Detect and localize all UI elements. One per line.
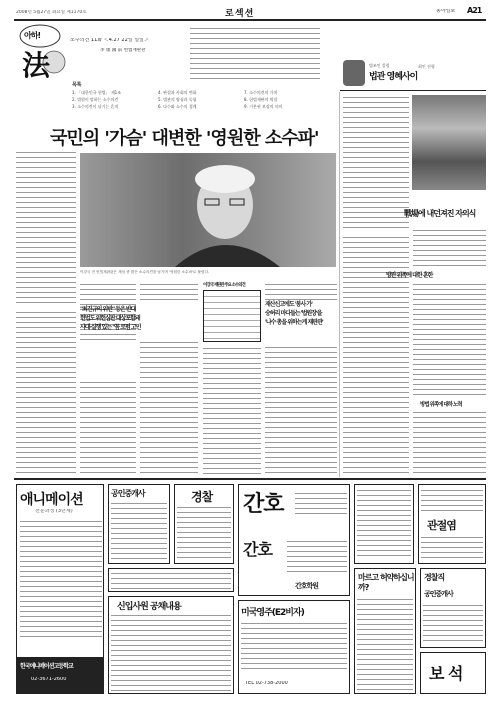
ad-animation-banner: [17, 657, 103, 693]
ad-us-visa-title: 미국영주(E2비자): [241, 608, 304, 618]
ad-health-title: 마르고 허약하십니까?: [358, 573, 414, 592]
byline-author: 李 康 國 前 헌법재판관: [100, 48, 146, 53]
ad-us-visa[interactable]: [238, 600, 350, 694]
ad-classifieds[interactable]: [354, 484, 414, 564]
ad-nursing-title-2: 간호: [243, 540, 272, 559]
subhead-1: "최진규의 위반" 등은 반대 헌법도 위헌심판 대상포함돼 사대·실행 있는 "꼼 로펌 고민: [80, 306, 141, 331]
ad-jewelry-title: 보 석: [429, 664, 463, 683]
opinions-table: [203, 290, 261, 342]
ad-realtor-2-text: [423, 603, 483, 645]
article-column: [140, 282, 198, 304]
soldier-photo: [412, 95, 486, 190]
ad-recruit-text: [111, 613, 231, 691]
ad-police-text: [177, 505, 231, 561]
ad-animation-sub: 전문과정 (3년제): [35, 509, 73, 514]
article-column: [413, 410, 486, 475]
ad-arthritis-title: 관절염: [427, 519, 456, 532]
ad-police[interactable]: [174, 484, 234, 564]
article-column: [265, 345, 337, 475]
right-subhead: 방관 위족에 대한 훈한: [386, 272, 433, 279]
side-column-rule: [340, 90, 486, 91]
side-column-author: 최인 진형: [418, 64, 435, 69]
ad-jewelry[interactable]: [420, 652, 486, 694]
contents-label: 목 록: [72, 82, 81, 88]
contents-item: 2. 법원이 말하는 소수의견: [72, 97, 119, 102]
ad-animation-title: 애니메이션: [20, 492, 83, 508]
column-logo: [18, 22, 66, 82]
contents-item: 8. 헌법재판의 역할: [244, 97, 278, 102]
table-title: 이강국 재판관 주요 소수의견: [203, 283, 245, 288]
section-title: 로 섹 션: [225, 9, 253, 19]
article-bottom-rule: [14, 478, 486, 480]
ad-realtor-text: [111, 501, 167, 561]
contents-item: 7. 소수의견의 가치: [244, 90, 278, 95]
ad-realtor[interactable]: [108, 484, 170, 564]
newspaper-name: 동아일보: [436, 9, 456, 14]
ad-realtor-2-sub: 경찰직: [424, 573, 445, 582]
ad-nursing-title: 간호: [243, 492, 284, 517]
ad-animation-text: [20, 519, 102, 639]
article-column: [203, 346, 261, 475]
ad-us-visa-phone: TEL 02-738-2000: [245, 681, 288, 686]
ad-animation[interactable]: [16, 484, 104, 694]
right-headline: 戰場에 내던져진 자의식: [404, 209, 476, 218]
contents-item: 1. 「대한민국 헌법」 제1조: [72, 90, 122, 95]
contents-item: 3. 소수의견이 남기는 흔적: [72, 104, 119, 109]
ad-recruit-title: 신입사원 공채내용: [117, 602, 181, 612]
article-column: [343, 95, 409, 230]
ad-classifieds-text: [357, 488, 411, 560]
contents-box: [70, 81, 330, 117]
ad-realtor-2[interactable]: [420, 568, 486, 648]
portrait-illustration: [80, 153, 336, 267]
columnist-portrait: [343, 60, 365, 86]
main-headline: 국민의 '가슴' 대변한 '영원한 소수파': [50, 128, 319, 149]
article-column: [16, 150, 76, 305]
contents-item: 9. 기본권 보장의 의미: [244, 104, 283, 109]
ad-exam-text: [111, 571, 231, 589]
article-column: [80, 380, 136, 475]
contents-item: 6. 다수와 소수의 경계: [158, 104, 197, 109]
ad-arthritis-text: [421, 488, 483, 512]
page-number: A21: [467, 6, 482, 15]
ad-realtor-2-title: 공인중개사: [424, 590, 453, 598]
ad-realtor-title: 공인중개사: [111, 489, 145, 498]
contents-item: 5. 법관의 양심과 독립: [158, 97, 197, 102]
logo-big-text: 法: [22, 49, 50, 82]
ad-recruit[interactable]: [108, 596, 234, 694]
article-column: [16, 310, 76, 475]
byline-top: 소수의견 11화 ＜4.27 22일 일일＞: [70, 38, 149, 43]
side-column-title: 법관 영혜사이: [369, 72, 418, 82]
issue-date: 2008년 5월27일 화요일 제1170호: [16, 10, 87, 15]
ad-exam[interactable]: [108, 568, 234, 592]
ad-health-text: [357, 597, 413, 691]
subhead-2: 재산신고에도 '봉사 가' 숭허리 마다들는 '법원장'을 '나수 총을 위하는게 재판관': [265, 301, 323, 326]
main-photo: [80, 153, 336, 267]
ad-us-visa-text: [241, 621, 347, 673]
photo-caption: 이강국 전 헌법재판관은 재임 중 많은 소수의견을 남기며 '영원한 소수파'로 불렸다.: [80, 270, 210, 274]
article-column: [140, 340, 198, 475]
ad-animation-phone: 02-3671-2600: [31, 677, 67, 682]
logo-small-text: 아하!: [24, 31, 41, 40]
ad-nursing-bottom: 간호학원: [295, 582, 319, 590]
article-column: [413, 228, 486, 268]
ad-police-title: 경찰: [191, 490, 213, 504]
contents-item: 4. 판결과 사회의 변화: [158, 90, 197, 95]
bottom-subhead: 방법 위족에 대하 노력: [420, 402, 462, 408]
ad-nursing[interactable]: [238, 484, 350, 596]
ad-nursing-text: [295, 491, 347, 517]
header-rule: [14, 19, 486, 21]
ad-health[interactable]: [354, 568, 416, 694]
ad-arthritis[interactable]: [418, 484, 486, 564]
intro-text: [190, 26, 320, 80]
ad-nursing-text: [287, 539, 347, 575]
ad-animation-school: 한국애니메이션고등학교: [20, 663, 73, 670]
column-divider: [339, 92, 340, 477]
side-column-kicker: 법조인 칼럼: [369, 63, 390, 68]
ad-arthritis-text: [421, 535, 483, 561]
article-column: [413, 282, 486, 397]
